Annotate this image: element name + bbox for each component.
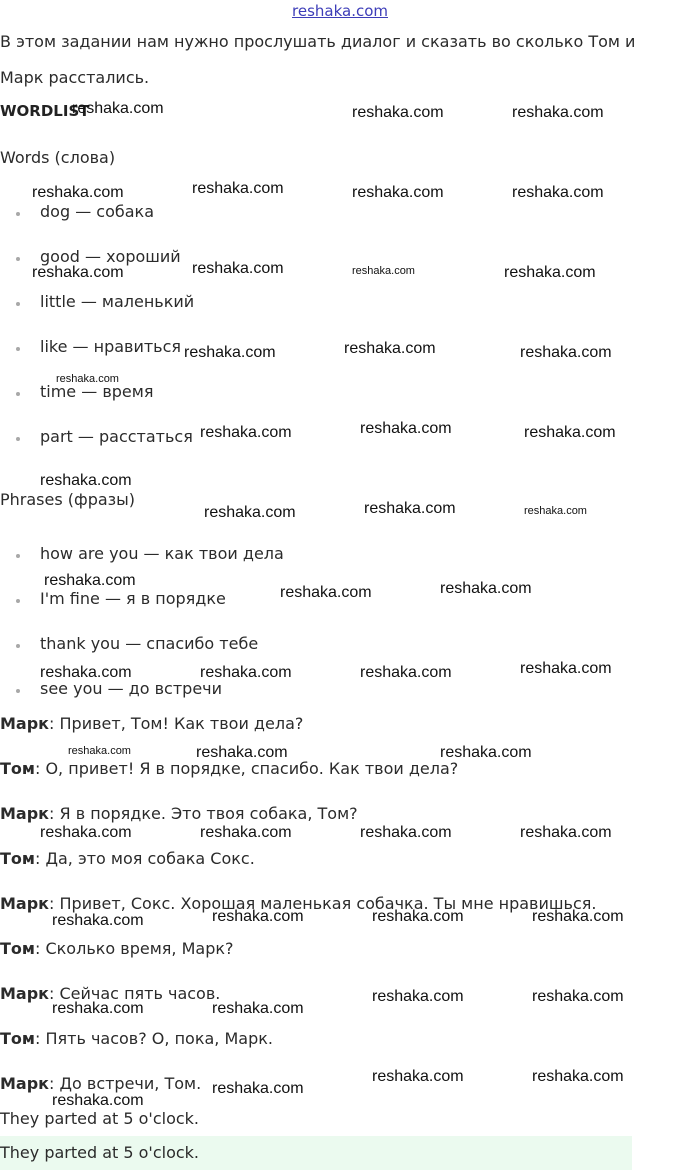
watermark: reshaka.com [372,988,464,1005]
list-bullet [16,437,20,441]
dialogue-line [0,849,255,868]
list-bullet [16,644,20,648]
phrases-heading: Phrases (фразы) [0,490,136,509]
dialogue-line [0,1074,201,1093]
watermark: reshaka.com [364,500,456,517]
watermark: reshaka.com [520,660,612,677]
dialogue-text: : Да, это моя собака Сокс. [34,849,255,868]
wordlist-heading: WORDLIST [0,102,90,120]
speaker-name: Марк [0,984,50,1003]
dialogue-text: : Сколько время, Марк? [34,939,234,958]
list-bullet [16,392,20,396]
watermark: reshaka.com [512,104,604,121]
watermark: reshaka.com [532,908,624,925]
list-bullet [16,212,20,216]
watermark: reshaka.com [532,988,624,1005]
answer-text: They parted at 5 o'clock. [0,1143,200,1162]
intro-text-line1: В этом задании нам нужно прослушать диалог и сказать во сколько Том и [0,32,636,51]
speaker-name: Марк [0,714,50,733]
phrase-item: thank you — спасибо тебе [40,634,259,653]
watermark: reshaka.com [44,572,136,589]
watermark: reshaka.com [520,344,612,361]
watermark: reshaka.com [372,908,464,925]
speaker-name: Марк [0,1074,50,1093]
dialogue-text: : Я в порядке. Это твоя собака, Том? [49,804,358,823]
dialogue-text: : Привет, Том! Как твои дела? [49,714,304,733]
list-bullet [16,554,20,558]
watermark: reshaka.com [192,180,284,197]
watermark: reshaka.com [280,584,372,601]
watermark: reshaka.com [212,908,304,925]
watermark: reshaka.com [40,824,132,841]
conclusion-text: They parted at 5 o'clock. [0,1109,200,1128]
watermark: reshaka.com [52,1092,144,1109]
watermark: reshaka.com [40,472,132,489]
dialogue-line [0,939,234,958]
watermark: reshaka.com [32,264,124,281]
list-bullet [16,257,20,261]
watermark: reshaka.com [440,580,532,597]
dialogue-text: : О, привет! Я в порядке, спасибо. Как твои дела? [34,759,459,778]
speaker-name: Том [0,939,35,958]
dialogue-text: : Привет, Сокс. Хорошая маленькая собачка. Ты мне нравишься. [49,894,597,913]
watermark: reshaka.com [360,664,452,681]
intro-text-line2: Марк расстались. [0,68,150,87]
watermark: reshaka.com [68,745,131,757]
watermark: reshaka.com [184,344,276,361]
site-header-link[interactable]: reshaka.com [292,2,388,20]
watermark: reshaka.com [524,505,587,517]
watermark: reshaka.com [504,264,596,281]
list-bullet [16,689,20,693]
watermark: reshaka.com [200,824,292,841]
watermark: reshaka.com [360,824,452,841]
list-bullet [16,347,20,351]
watermark: reshaka.com [192,260,284,277]
dialogue-text: : Сейчас пять часов. [49,984,221,1003]
watermark: reshaka.com [440,744,532,761]
speaker-name: Том [0,759,35,778]
speaker-name: Марк [0,894,50,913]
list-bullet [16,599,20,603]
watermark: reshaka.com [52,1000,144,1017]
watermark: reshaka.com [40,664,132,681]
word-item: like — нравиться [40,337,182,356]
words-heading: Words (слова) [0,148,116,167]
phrase-item: I'm fine — я в порядке [40,589,226,608]
speaker-name: Том [0,849,35,868]
watermark: reshaka.com [352,104,444,121]
speaker-name: Том [0,1029,35,1048]
list-bullet [16,302,20,306]
word-item: good — хороший [40,247,181,266]
word-item: little — маленький [40,292,195,311]
watermark: reshaka.com [196,744,288,761]
watermark: reshaka.com [520,824,612,841]
dialogue-line [0,714,303,733]
watermark: reshaka.com [56,373,119,385]
watermark: reshaka.com [352,265,415,277]
phrase-item: how are you — как твои дела [40,544,284,563]
watermark: reshaka.com [360,420,452,437]
watermark: reshaka.com [532,1068,624,1085]
watermark: reshaka.com [212,1080,304,1097]
word-item: part — расстаться [40,427,193,446]
watermark: reshaka.com [32,184,124,201]
word-item: dog — собака [40,202,154,221]
phrase-item: see you — до встречи [40,679,223,698]
speaker-name: Марк [0,804,50,823]
watermark: reshaka.com [72,100,164,117]
dialogue-text: : Пять часов? О, пока, Марк. [34,1029,273,1048]
watermark: reshaka.com [212,1000,304,1017]
watermark: reshaka.com [352,184,444,201]
dialogue-line [0,1029,273,1048]
watermark: reshaka.com [52,912,144,929]
watermark: reshaka.com [524,424,616,441]
dialogue-line [0,804,358,823]
word-item: time — время [40,382,154,401]
dialogue-text: : До встречи, Том. [49,1074,202,1093]
watermark: reshaka.com [512,184,604,201]
watermark: reshaka.com [200,664,292,681]
watermark: reshaka.com [200,424,292,441]
watermark: reshaka.com [344,340,436,357]
watermark: reshaka.com [204,504,296,521]
watermark: reshaka.com [372,1068,464,1085]
